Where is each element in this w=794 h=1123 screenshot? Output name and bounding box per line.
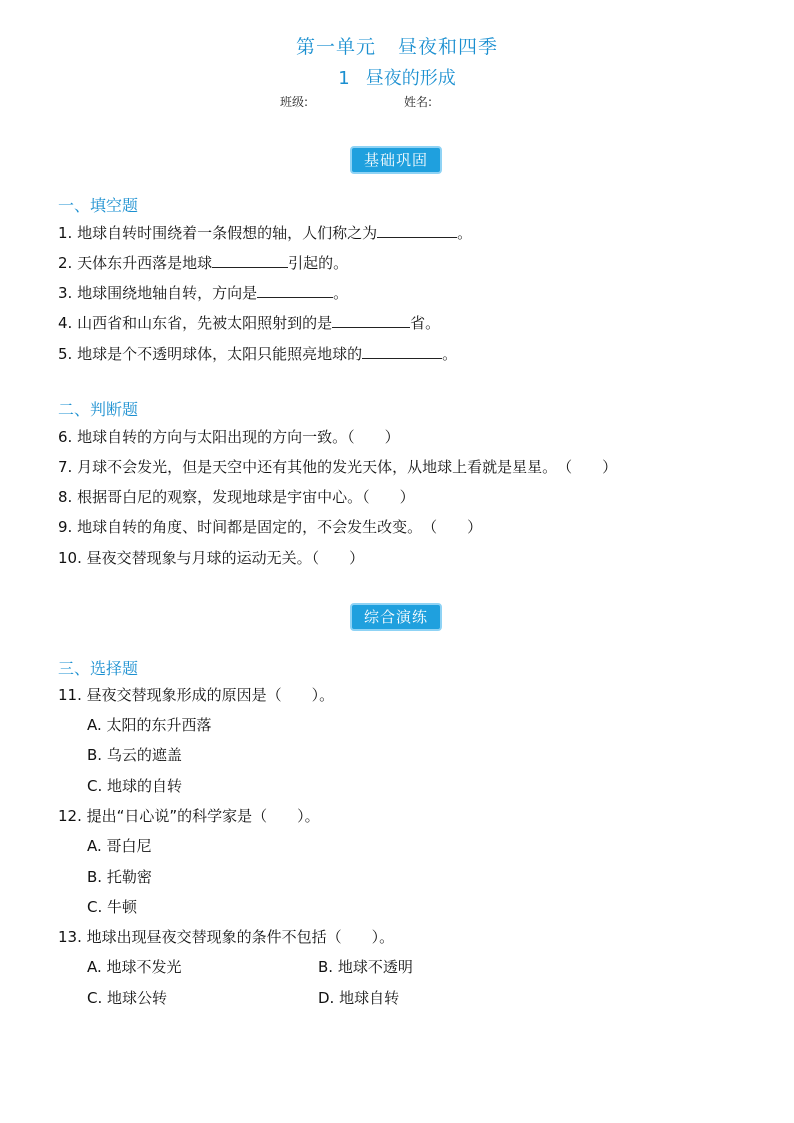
blank-2[interactable] [212,253,288,268]
badge-comprehensive: 综合演练 [350,603,442,631]
unit-topic: 昼夜和四季 [398,36,499,58]
option-11b[interactable]: B. 乌云的遮盖 [87,746,182,764]
question-9: 9. 地球自转的角度、时间都是固定的，不会发生改变。 （ ） [58,518,483,536]
lesson-name: 昼夜的形成 [365,68,456,89]
option-13a[interactable]: A. 地球不发光 [87,958,182,976]
blank-4[interactable] [332,313,410,328]
option-13b[interactable]: B. 地球不透明 [318,958,413,976]
section-fill-heading: 一、填空题 [58,196,139,215]
question-5: 5. 地球是个不透明球体，太阳只能照亮地球的 。 [58,345,458,363]
section-choice-heading: 三、选择题 [58,659,139,678]
option-12c[interactable]: C. 牛顿 [87,898,138,916]
option-12a[interactable]: A. 哥白尼 [87,837,152,855]
blank-3[interactable] [257,283,333,298]
section-judge-heading: 二、判断题 [58,400,139,419]
question-11: 11. 昼夜交替现象形成的原因是（ ）。 [58,686,335,704]
option-11a[interactable]: A. 太阳的东升西落 [87,716,212,734]
class-label: 班级: [280,95,309,109]
blank-5[interactable] [362,344,442,359]
question-10: 10. 昼夜交替现象与月球的运动无关。（ ） [58,549,365,567]
unit-title [0,32,794,59]
option-13c[interactable]: C. 地球公转 [87,989,168,1007]
lesson-title [0,64,794,90]
badge-basic: 基础巩固 [350,146,442,174]
question-2: 2. 天体东升西落是地球 引起的。 [58,254,349,272]
name-label: 姓名: [404,95,433,109]
question-7: 7. 月球不会发光，但是天空中还有其他的发光天体，从地球上看就是星星。 （ ） [58,458,618,476]
question-13: 13. 地球出现昼夜交替现象的条件不包括（ ）。 [58,928,395,946]
option-12b[interactable]: B. 托勒密 [87,868,152,886]
unit-label: 第一单元 [295,36,376,58]
lesson-number: 1 [338,68,350,89]
option-13d[interactable]: D. 地球自转 [318,989,400,1007]
blank-1[interactable] [377,223,457,238]
question-1: 1. 地球自转时围绕着一条假想的轴，人们称之为 。 [58,224,473,242]
question-12: 12. 提出“日心说”的科学家是（ ）。 [58,807,320,825]
question-4: 4. 山西省和山东省，先被太阳照射到的是 省。 [58,314,441,332]
question-8: 8. 根据哥白尼的观察，发现地球是宇宙中心。（ ） [58,488,415,506]
question-3: 3. 地球围绕地轴自转，方向是 。 [58,284,349,302]
question-6: 6. 地球自转的方向与太阳出现的方向一致。（ ） [58,428,400,446]
option-11c[interactable]: C. 地球的自转 [87,777,183,795]
